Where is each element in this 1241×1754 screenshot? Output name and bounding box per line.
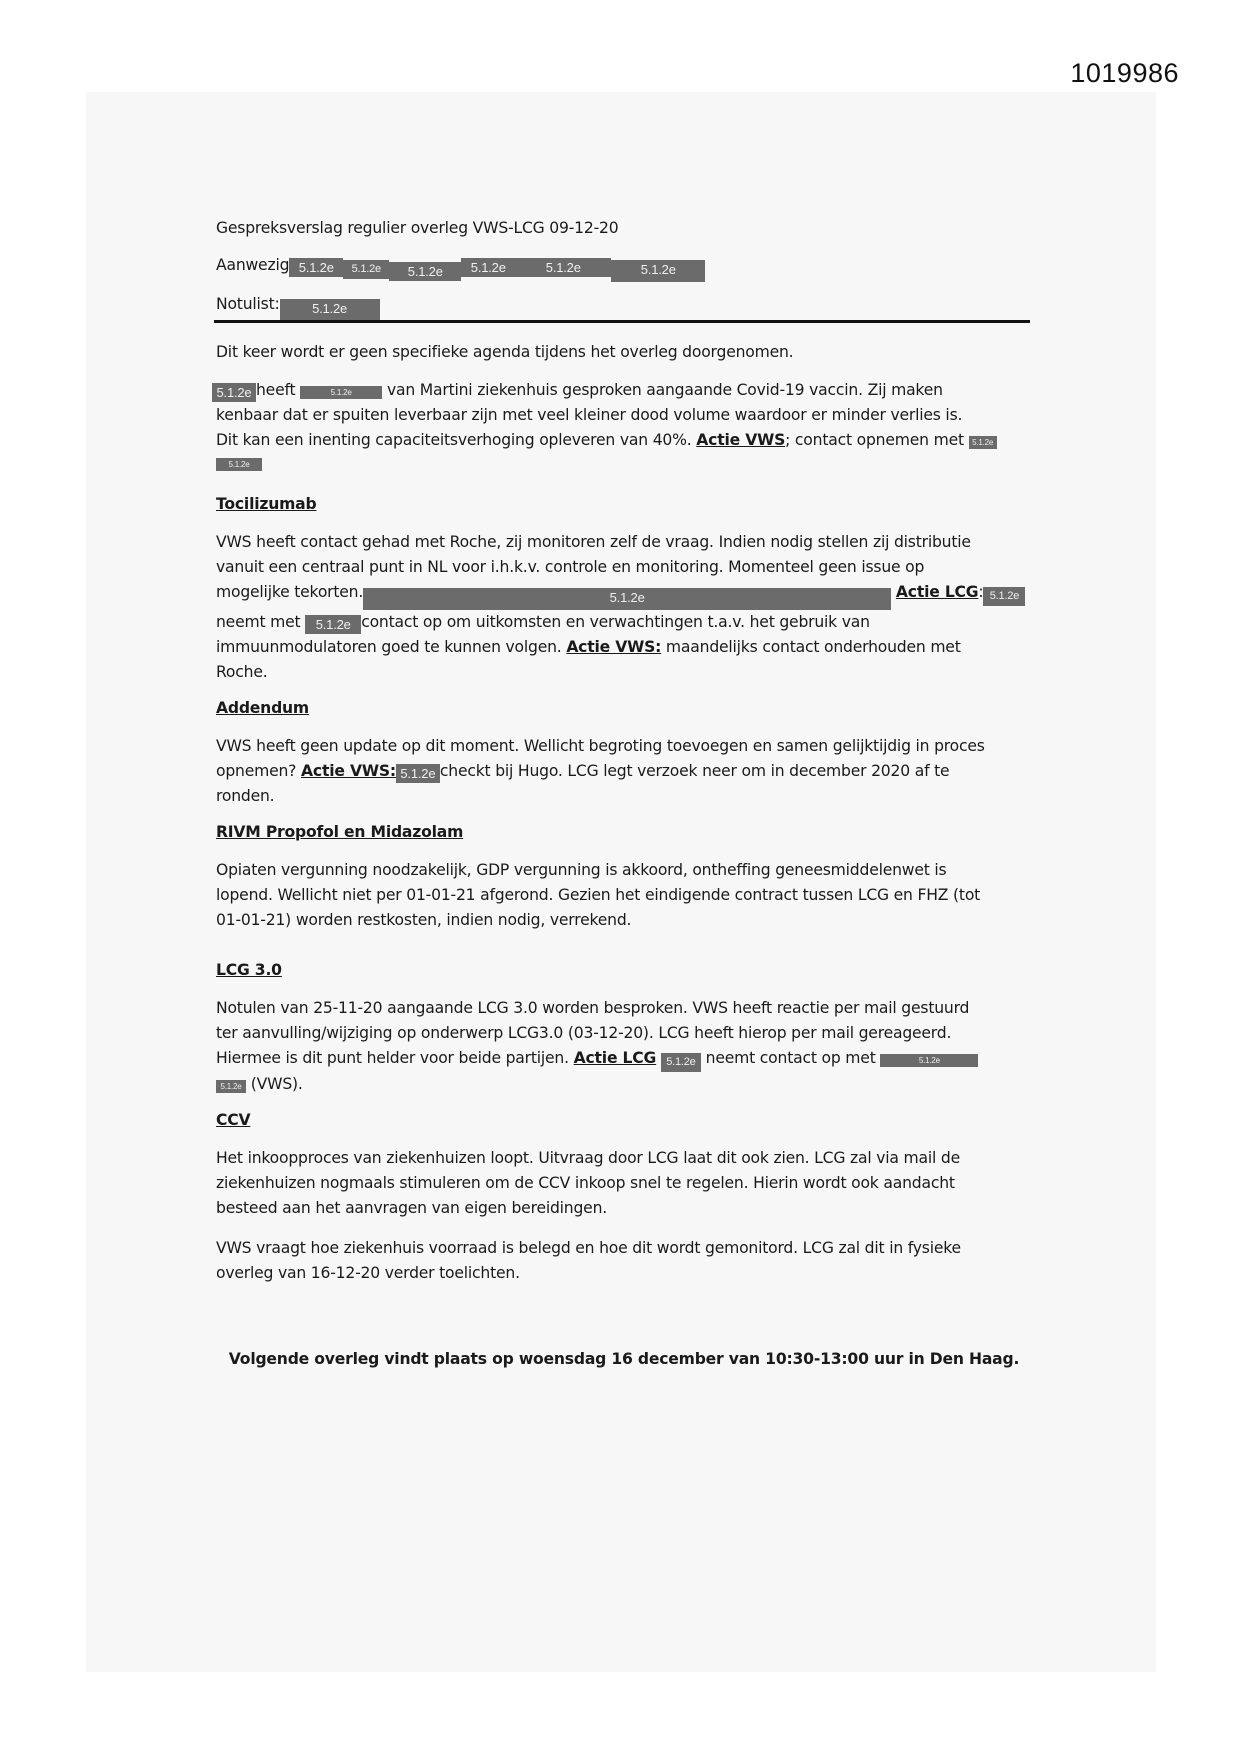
redaction-block: 5.1.2e	[461, 258, 515, 277]
header-divider	[214, 320, 1030, 323]
redaction-block: 5.1.2e	[216, 1080, 246, 1093]
paragraph-rivm: Opiaten vergunning noodzakelijk, GDP vergunning is akkoord, ontheffing geneesmiddelenwet is lopend. Wellicht niet per 01-01-21 afgerond. Gezien het eindigende contract tussen LCG en FHZ (tot 01-01-21) worden restkosten, indien nodig, verrekend.	[216, 861, 981, 929]
paragraph-ccv: Het inkoopproces van ziekenhuizen loopt. Uitvraag door LCG laat dit ook zien. LCG zal via mail de ziekenhuizen nogmaals stimuleren om de CCV inkoop snel te regelen. Hierin wordt ook aandacht besteed aan het aanvragen van eigen bereidingen.	[216, 1149, 960, 1217]
redaction-block: 5.1.2e	[280, 299, 380, 322]
paragraph-vaccine: 5.1.2e heeft 5.1.2e van Martini ziekenhuis gesproken aangaande Covid-19 vaccin. Zij maken kenbaar dat er spuiten leverbaar zijn met veel kleiner dood volume waardoor er minder verlies is. Dit kan een inenting capaciteitsverhoging opleveren van 40%. Actie VWS; contact opnemen met 5.1.2e 5.1.2e	[216, 378, 1036, 471]
redaction-block: 5.1.2e	[289, 258, 343, 277]
attendees-label: Aanwezig	[216, 256, 290, 274]
redaction-block: 5.1.2e	[611, 260, 705, 282]
redaction-block: 5.1.2e	[363, 588, 891, 610]
notulist-line	[216, 292, 380, 322]
redaction-block: 5.1.2e	[515, 258, 611, 277]
redaction-block: 5.1.2e	[305, 615, 361, 634]
redaction-block: 5.1.2e	[983, 587, 1025, 606]
redaction-block: 5.1.2e	[300, 386, 382, 399]
redaction-block: 5.1.2e	[343, 260, 389, 279]
action-vws-label: Actie VWS:	[301, 762, 396, 780]
redaction-block: 5.1.2e	[389, 262, 461, 281]
document-number: 1019986	[1070, 58, 1179, 88]
paragraph-tocilizumab: VWS heeft contact gehad met Roche, zij monitoren zelf de vraag. Indien nodig stellen zij distributie vanuit een centraal punt in NL voor i.h.k.v. controle en monitoring. Momenteel geen issue op mogelijke tekorten. 5.1.2e Actie LCG: 5.1.2e neemt met 5.1.2e contact op om uitkomsten en verwachtingen t.a.v. het gebruik van immuunmodulatoren goed te kunnen volgen. Actie VWS: maandelijks contact onderhouden met Roche.	[216, 530, 1036, 685]
redaction-block: 5.1.2e	[661, 1053, 701, 1072]
action-vws-label: Actie VWS	[696, 431, 786, 449]
section-heading-lcg30: LCG 3.0	[216, 961, 282, 979]
action-lcg-label: Actie LCG	[895, 583, 979, 601]
redaction-block: 5.1.2e	[880, 1054, 978, 1067]
paragraph-lcg30: Notulen van 25-11-20 aangaande LCG 3.0 worden besproken. VWS heeft reactie per mail gestuurd ter aanvulling/wijziging op onderwerp LCG3.0 (03-12-20). LCG heeft hierop per mail gereageerd. Hiermee is dit punt helder voor beide partijen. Actie LCG 5.1.2e neemt contact op met 5.1.2e 5.1.2e (VWS).	[216, 996, 1036, 1097]
redaction-block: 5.1.2e	[969, 436, 997, 449]
notulist-label: Notulist:	[216, 295, 280, 313]
section-heading-ccv: CCV	[216, 1111, 251, 1129]
intro-text: Dit keer wordt er geen specifieke agenda tijdens het overleg doorgenomen.	[216, 343, 794, 361]
next-meeting-note: Volgende overleg vindt plaats op woensdag 16 december van 10:30-13:00 uur in Den Haag.	[228, 1350, 1020, 1368]
section-heading-addendum: Addendum	[216, 699, 309, 717]
paragraph-addendum: VWS heeft geen update op dit moment. Wellicht begroting toevoegen en samen gelijktijdig in proces opnemen? Actie VWS: 5.1.2e checkt bij Hugo. LCG legt verzoek neer om in december 2020 af te ronden.	[216, 737, 985, 805]
section-heading-rivm: RIVM Propofol en Midazolam	[216, 823, 464, 841]
document-title: Gespreksverslag regulier overleg VWS-LCG 09-12-20	[216, 219, 619, 237]
action-vws-label: Actie VWS:	[566, 638, 662, 656]
redaction-block: 5.1.2e	[216, 458, 262, 471]
paragraph-ccv-2: VWS vraagt hoe ziekenhuis voorraad is belegd en hoe dit wordt gemonitord. LCG zal dit in fysieke overleg van 16-12-20 verder toelichten.	[216, 1239, 961, 1282]
action-lcg-label: Actie LCG	[573, 1049, 657, 1067]
attendees-line	[216, 253, 705, 282]
redaction-block: 5.1.2e	[212, 383, 256, 402]
redaction-block: 5.1.2e	[396, 764, 440, 783]
section-heading-tocilizumab: Tocilizumab	[216, 495, 317, 513]
